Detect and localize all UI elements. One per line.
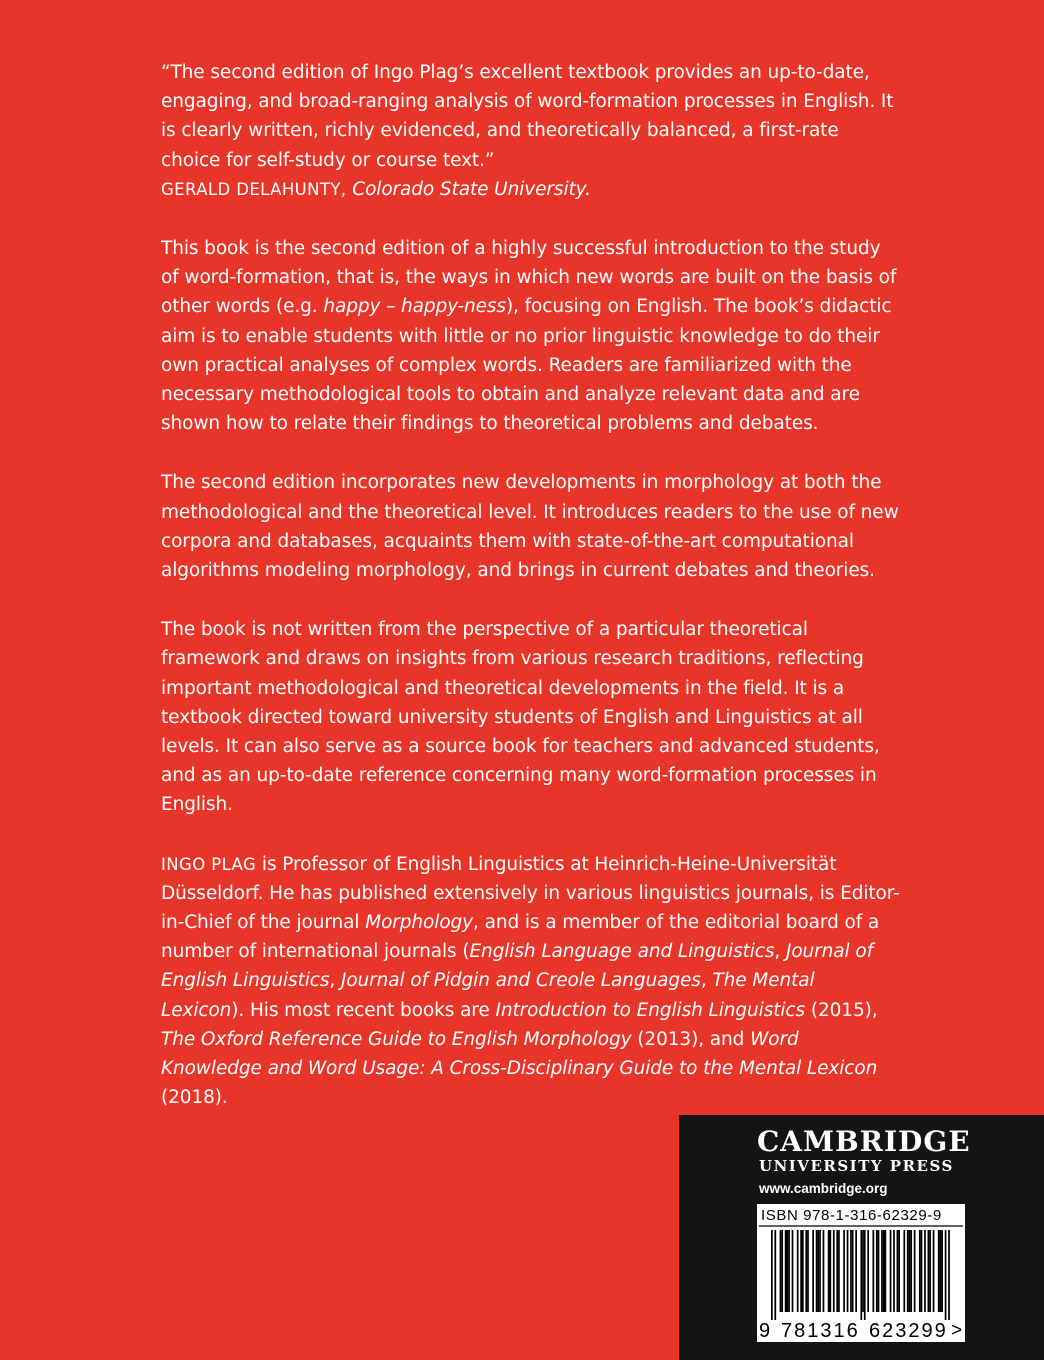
barcode-bar <box>828 1230 830 1312</box>
endorsement-attribution <box>161 175 901 204</box>
publisher-logo-subtitle: UNIVERSITY PRESS <box>759 1157 954 1175</box>
barcode-bar <box>914 1230 916 1312</box>
publisher-logo-name: CAMBRIDGE <box>757 1125 971 1158</box>
barcode-bar <box>864 1230 866 1320</box>
barcode-bar <box>792 1230 794 1312</box>
barcode-bar <box>797 1230 799 1312</box>
barcode-bar <box>807 1230 809 1312</box>
barcode-bar <box>941 1230 943 1312</box>
barcode-bar <box>938 1230 940 1312</box>
barcode-digit-first: 9 <box>759 1320 771 1342</box>
barcode-bar <box>774 1230 776 1320</box>
barcode-bar <box>948 1230 950 1320</box>
barcode-bar <box>862 1230 864 1312</box>
isbn-label: ISBN 978-1-316-62329-9 <box>761 1207 942 1224</box>
author-name: INGO PLAG <box>161 854 257 874</box>
barcode-bar <box>898 1230 900 1312</box>
description-paragraph-3: The book is not written from the perspective of a particular theoretical framework and draws on insights from various research traditions, reflecting important methodological and theoretical developments in the field. It is a textbook directed toward university students of English and Linguistics at all levels. It can also serve as a source book for teachers and advanced students, and as an up-to-date reference concerning many word-formation processes in English. <box>161 619 880 816</box>
author-bio: INGO PLAG is Professor of English Linguistics at Heinrich-Heine-Universität Düsseldorf. He has published extensively in various linguistics journals, is Editor-in-Chief of the journal Morphology, and is a member of the editorial board of a number of international journals (English Language and Linguistics, Journal of English Linguistics, Journal of Pidgin and Creole Languages, The Mental Lexicon). His most recent books are Introduction to English Linguistics (2015), The Oxford Reference Guide to English Morphology (2013), and Word Knowledge and Word Usage: A Cross-Disciplinary Guide to the Mental Lexicon (2018). <box>161 853 900 1109</box>
barcode-bar <box>929 1230 931 1312</box>
endorsement-affiliation: Colorado State University. <box>352 178 591 200</box>
barcode-bar <box>788 1230 790 1312</box>
barcode-bar <box>897 1230 899 1312</box>
barcode-bar <box>833 1230 835 1312</box>
barcode-bar <box>805 1230 807 1312</box>
barcode-bar <box>876 1230 878 1312</box>
barcode-bar <box>836 1230 838 1312</box>
barcode-bar <box>921 1230 923 1312</box>
barcode-bar <box>878 1230 880 1312</box>
barcode-bar <box>855 1230 857 1312</box>
barcode-bar <box>860 1230 862 1320</box>
barcode-bar <box>829 1230 831 1312</box>
barcode-bar <box>883 1230 885 1312</box>
barcode-bar <box>771 1230 773 1320</box>
barcode-bar <box>850 1230 852 1312</box>
barcode-bar <box>800 1230 802 1312</box>
barcode-bar <box>919 1230 921 1312</box>
barcode-bar <box>945 1230 947 1320</box>
endorsement-author: GERALD DELAHUNTY, <box>161 179 347 199</box>
barcode-bar <box>812 1230 814 1312</box>
barcode-bar <box>823 1230 825 1312</box>
barcode-bar <box>843 1230 845 1312</box>
barcode-digits-right: 623299 <box>869 1320 948 1342</box>
barcode-bar <box>909 1230 911 1312</box>
publisher-website: www.cambridge.org <box>759 1181 888 1196</box>
barcode-bar <box>847 1230 849 1312</box>
barcode-bar <box>881 1230 883 1312</box>
barcode-bar <box>903 1230 905 1312</box>
barcode-bar <box>838 1230 840 1312</box>
barcode-bar <box>816 1230 818 1312</box>
barcode-bar <box>781 1230 783 1312</box>
description-paragraph-1: This book is the second edition of a highly successful introduction to the study of word-formation, that is, the ways in which new words are built on the basis of other words (e.g. happy – happy-ness), focusing on English. The book’s didactic aim is to enable students with little or no prior linguistic knowledge to do their own practical analyses of complex words. Readers are familiarized with the necessary methodological tools to obtain and analyze relevant data and are shown how to relate their findings to theoretical problems and debates. <box>161 238 897 435</box>
barcode-graphic <box>757 1204 965 1342</box>
barcode-bar <box>907 1230 909 1312</box>
barcode-digits-left: 781316 <box>781 1320 860 1342</box>
barcode-bar <box>802 1230 804 1312</box>
barcode-bar <box>852 1230 854 1312</box>
barcode-bar <box>910 1230 912 1312</box>
barcode-bar <box>817 1230 819 1312</box>
barcode-bar <box>924 1230 926 1312</box>
barcode-bar <box>890 1230 892 1312</box>
publisher-block <box>679 1115 1044 1360</box>
endorsement-quote: “The second edition of Ingo Plag’s excellent textbook provides an up-to-date, engaging, and broad-ranging analysis of word-formation processes in English. It is clearly written, richly evidenced, and theoretically balanced, a first-rate choice for self-study or course text.” <box>161 62 894 171</box>
barcode-bar <box>785 1230 787 1312</box>
barcode-bar <box>940 1230 942 1312</box>
barcode-marker: > <box>951 1320 963 1341</box>
barcode-bar <box>786 1230 788 1312</box>
back-cover-text <box>161 58 901 1113</box>
barcode-bar <box>928 1230 930 1312</box>
isbn-barcode <box>757 1204 965 1342</box>
barcode-bar <box>780 1230 782 1312</box>
description-paragraph-2: The second edition incorporates new developments in morphology at both the methodological and the theoretical level. It introduces readers to the use of new corpora and databases, acquaints them with state-of-the-art computational algorithms modeling morphology, and brings in current debates and theories. <box>161 472 899 582</box>
barcode-bar <box>893 1230 895 1312</box>
barcode-bar <box>872 1230 874 1312</box>
barcode-bar <box>885 1230 887 1312</box>
barcode-bar <box>819 1230 821 1312</box>
barcode-bar <box>933 1230 935 1312</box>
barcode-bar <box>867 1230 869 1312</box>
barcode-bars <box>771 1230 950 1320</box>
